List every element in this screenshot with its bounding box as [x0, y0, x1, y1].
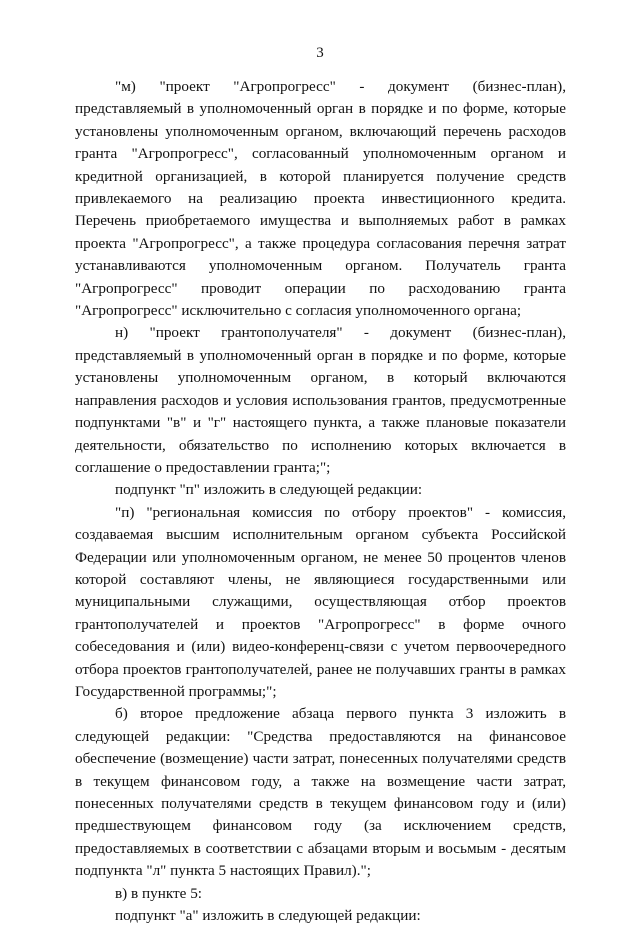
paragraph-v: в) в пункте 5:	[115, 884, 203, 902]
paragraph-n: н) "проект грантополучателя" - документ (бизнес-план), представляемый в уполномоченный орган в порядке и по форме, которые установлены уполномоченным органом, в который включаются направления расходов и условия использования грантов, предусмотренные подпунктами "в" и "г" настоящего пункта, а также плановые показатели деятельности, обязательство по исполнению которых включается в соглашение о предоставлении гранта;";	[75, 324, 566, 476]
paragraph-p: "п) "региональная комиссия по отбору проектов" - комиссия, создаваемая высшим исполнительным органом субъекта Российской Федерации или уполномоченным органом, не менее 50 процентов членов которой составляют члены, не являющиеся государственными или муниципальными служащими, осуществляющая отбор проектов грантополучателей и проектов "Агропрогресс" в форме очного собеседования и (или) видео-конференц-связи с учетом первоочередного отбора проектов грантополучателей, ранее не получавших гранты в рамках Государственной программы;";	[75, 503, 566, 700]
paragraph-m: "м) "проект "Агропрогресс" - документ (бизнес-план), представляемый в уполномоченный орган в порядке и по форме, которые установлены уполномоченным органом, включающий перечень расходов гранта "Агропрогресс", согласованный уполномоченным органом и кредитной организацией, в которой планируется получение средств привлекаемого на реализацию проекта инвестиционного кредита. Перечень приобретаемого имущества и выполняемых работ в рамках проекта "Агропрогресс", а также процедура согласования перечня затрат устанавливаются уполномоченным органом. Получатель гранта "Агропрогресс" проводит операции по расходованию гранта "Агропрогресс" исключительно с согласия уполномоченного органа;	[75, 78, 566, 320]
paragraph-subpoint-p-intro: подпункт "п" изложить в следующей редакции:	[115, 481, 423, 499]
paragraph-b: б) второе предложение абзаца первого пункта 3 изложить в следующей редакции: "Средства предоставляются на финансовое обеспечение (возмещение) части затрат, понесенных получателями средств в текущем финансовом году, а также на возмещение части затрат, понесенных получателями средств в текущем финансовом году и (или) предшествующем финансовом году (за исключением средств, предоставляемых в соответствии с абзацами вторым и восьмым - десятым подпункта "л" пункта 5 настоящих Правил).";	[75, 705, 566, 880]
paragraph-subpoint-a-intro: подпункт "а" изложить в следующей редакции:	[115, 907, 421, 925]
document-body	[75, 76, 566, 927]
page-number: 3	[316, 45, 324, 61]
